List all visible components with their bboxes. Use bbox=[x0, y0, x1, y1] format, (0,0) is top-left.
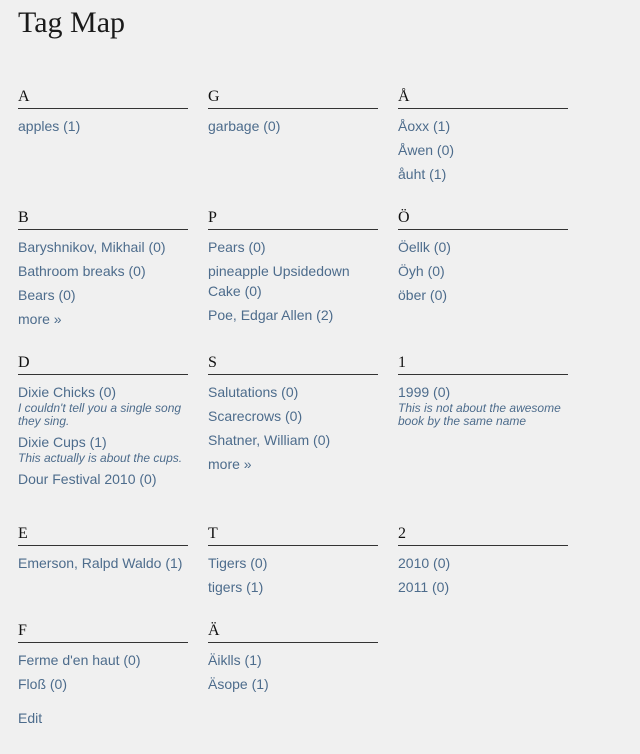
tag-description: This actually is about the cups. bbox=[18, 451, 183, 465]
tag-group-a-ring bbox=[398, 86, 568, 188]
tag-link[interactable]: Pears (0) bbox=[208, 239, 266, 255]
tag-group-2 bbox=[398, 523, 568, 601]
tag-link[interactable]: 2011 (0) bbox=[398, 579, 450, 595]
tag-list bbox=[398, 382, 568, 428]
tag-link[interactable]: apples (1) bbox=[18, 118, 81, 134]
tag-link[interactable]: pineapple Upsidedown Cake (0) bbox=[208, 263, 350, 299]
tag-group-a bbox=[18, 86, 188, 140]
list-item bbox=[208, 261, 363, 301]
tag-link[interactable]: Salutations (0) bbox=[208, 384, 299, 400]
tag-link[interactable]: Emerson, Ralpd Waldo (1) bbox=[18, 555, 183, 571]
tag-link[interactable]: Poe, Edgar Allen (2) bbox=[208, 307, 334, 323]
list-item bbox=[18, 285, 188, 305]
tag-list bbox=[18, 553, 188, 573]
list-item bbox=[18, 553, 188, 573]
group-heading: F bbox=[18, 620, 188, 643]
tag-list bbox=[398, 237, 568, 305]
tag-link[interactable]: Baryshnikov, Mikhail (0) bbox=[18, 239, 166, 255]
group-heading: G bbox=[208, 86, 378, 109]
tag-list bbox=[18, 116, 188, 136]
list-item bbox=[208, 116, 378, 136]
group-heading: B bbox=[18, 207, 188, 230]
list-item bbox=[208, 305, 378, 325]
tag-description: I couldn't tell you a single song they sing. bbox=[18, 401, 182, 428]
tag-link[interactable]: åuht (1) bbox=[398, 166, 447, 182]
tag-list bbox=[208, 237, 378, 325]
tag-link[interactable]: Scarecrows (0) bbox=[208, 408, 303, 424]
list-item bbox=[208, 406, 378, 426]
tag-list bbox=[208, 382, 378, 450]
tag-group-p bbox=[208, 207, 378, 329]
list-item bbox=[18, 261, 188, 281]
tag-link[interactable]: öber (0) bbox=[398, 287, 448, 303]
group-heading: Ä bbox=[208, 620, 378, 643]
tag-link[interactable]: Dour Festival 2010 (0) bbox=[18, 471, 157, 487]
group-heading: D bbox=[18, 352, 188, 375]
group-heading: 2 bbox=[398, 523, 568, 546]
tag-link[interactable]: Åwen (0) bbox=[398, 142, 455, 158]
tag-link[interactable]: Öellk (0) bbox=[398, 239, 451, 255]
tag-link[interactable]: Ferme d'en haut (0) bbox=[18, 652, 141, 668]
tag-group-1 bbox=[398, 352, 568, 432]
tag-link[interactable]: Shatner, William (0) bbox=[208, 432, 331, 448]
group-heading: P bbox=[208, 207, 378, 230]
list-item bbox=[208, 430, 378, 450]
list-item bbox=[208, 674, 378, 694]
list-item bbox=[398, 140, 568, 160]
list-item bbox=[208, 553, 378, 573]
tag-description: This is not about the awesome book by the same name bbox=[398, 401, 561, 428]
list-item bbox=[18, 237, 188, 257]
group-heading: A bbox=[18, 86, 188, 109]
tag-list bbox=[208, 553, 378, 597]
tag-list bbox=[18, 382, 188, 489]
list-item bbox=[18, 116, 188, 136]
tag-link[interactable]: Äsope (1) bbox=[208, 676, 269, 692]
group-heading: Ö bbox=[398, 207, 568, 230]
list-item bbox=[398, 261, 568, 281]
tag-link[interactable]: Dixie Chicks (0) bbox=[18, 384, 117, 400]
list-item bbox=[208, 650, 378, 670]
tag-group-s bbox=[208, 352, 378, 474]
tag-link[interactable]: Äiklls (1) bbox=[208, 652, 262, 668]
tag-link[interactable]: garbage (0) bbox=[208, 118, 281, 134]
tag-group-f bbox=[18, 620, 188, 698]
tag-link[interactable]: Åoxx (1) bbox=[398, 118, 451, 134]
more-link[interactable]: more » bbox=[18, 311, 62, 327]
tag-group-b bbox=[18, 207, 188, 329]
tag-link[interactable]: 2010 (0) bbox=[398, 555, 451, 571]
tag-group-g bbox=[208, 86, 378, 140]
list-item bbox=[18, 469, 188, 489]
tag-list bbox=[18, 650, 188, 694]
list-item bbox=[398, 164, 568, 184]
tag-list bbox=[398, 116, 568, 184]
tag-group-e bbox=[18, 523, 188, 577]
tag-group-o-umlaut bbox=[398, 207, 568, 309]
tag-link[interactable]: Bears (0) bbox=[18, 287, 76, 303]
list-item bbox=[18, 432, 188, 465]
list-item bbox=[18, 650, 188, 670]
tag-list bbox=[208, 650, 378, 694]
tag-group-t bbox=[208, 523, 378, 601]
list-item bbox=[398, 553, 568, 573]
list-item bbox=[208, 382, 378, 402]
tag-link[interactable]: Tigers (0) bbox=[208, 555, 268, 571]
list-item bbox=[18, 382, 188, 428]
list-item bbox=[398, 382, 568, 428]
tag-list bbox=[398, 553, 568, 597]
tag-group-d bbox=[18, 352, 188, 493]
list-item bbox=[18, 674, 188, 694]
tag-group-a-umlaut bbox=[208, 620, 378, 698]
list-item bbox=[398, 285, 568, 305]
tag-link[interactable]: Dixie Cups (1) bbox=[18, 434, 107, 450]
more-link[interactable]: more » bbox=[208, 456, 252, 472]
page-title: Tag Map bbox=[18, 6, 126, 39]
list-item bbox=[208, 237, 378, 257]
tag-list bbox=[208, 116, 378, 136]
list-item bbox=[208, 577, 378, 597]
group-heading: 1 bbox=[398, 352, 568, 375]
list-item bbox=[398, 237, 568, 257]
tag-list bbox=[18, 237, 188, 305]
edit-link[interactable]: Edit bbox=[18, 710, 43, 726]
tag-link[interactable]: 1999 (0) bbox=[398, 384, 451, 400]
list-item bbox=[398, 116, 568, 136]
group-heading: E bbox=[18, 523, 188, 546]
tag-link[interactable]: tigers (1) bbox=[208, 579, 264, 595]
group-heading: T bbox=[208, 523, 378, 546]
tag-link[interactable]: Öyh (0) bbox=[398, 263, 445, 279]
tag-link[interactable]: Bathroom breaks (0) bbox=[18, 263, 146, 279]
group-heading: Å bbox=[398, 86, 568, 109]
list-item bbox=[398, 577, 568, 597]
group-heading: S bbox=[208, 352, 378, 375]
tag-link[interactable]: Floß (0) bbox=[18, 676, 67, 692]
